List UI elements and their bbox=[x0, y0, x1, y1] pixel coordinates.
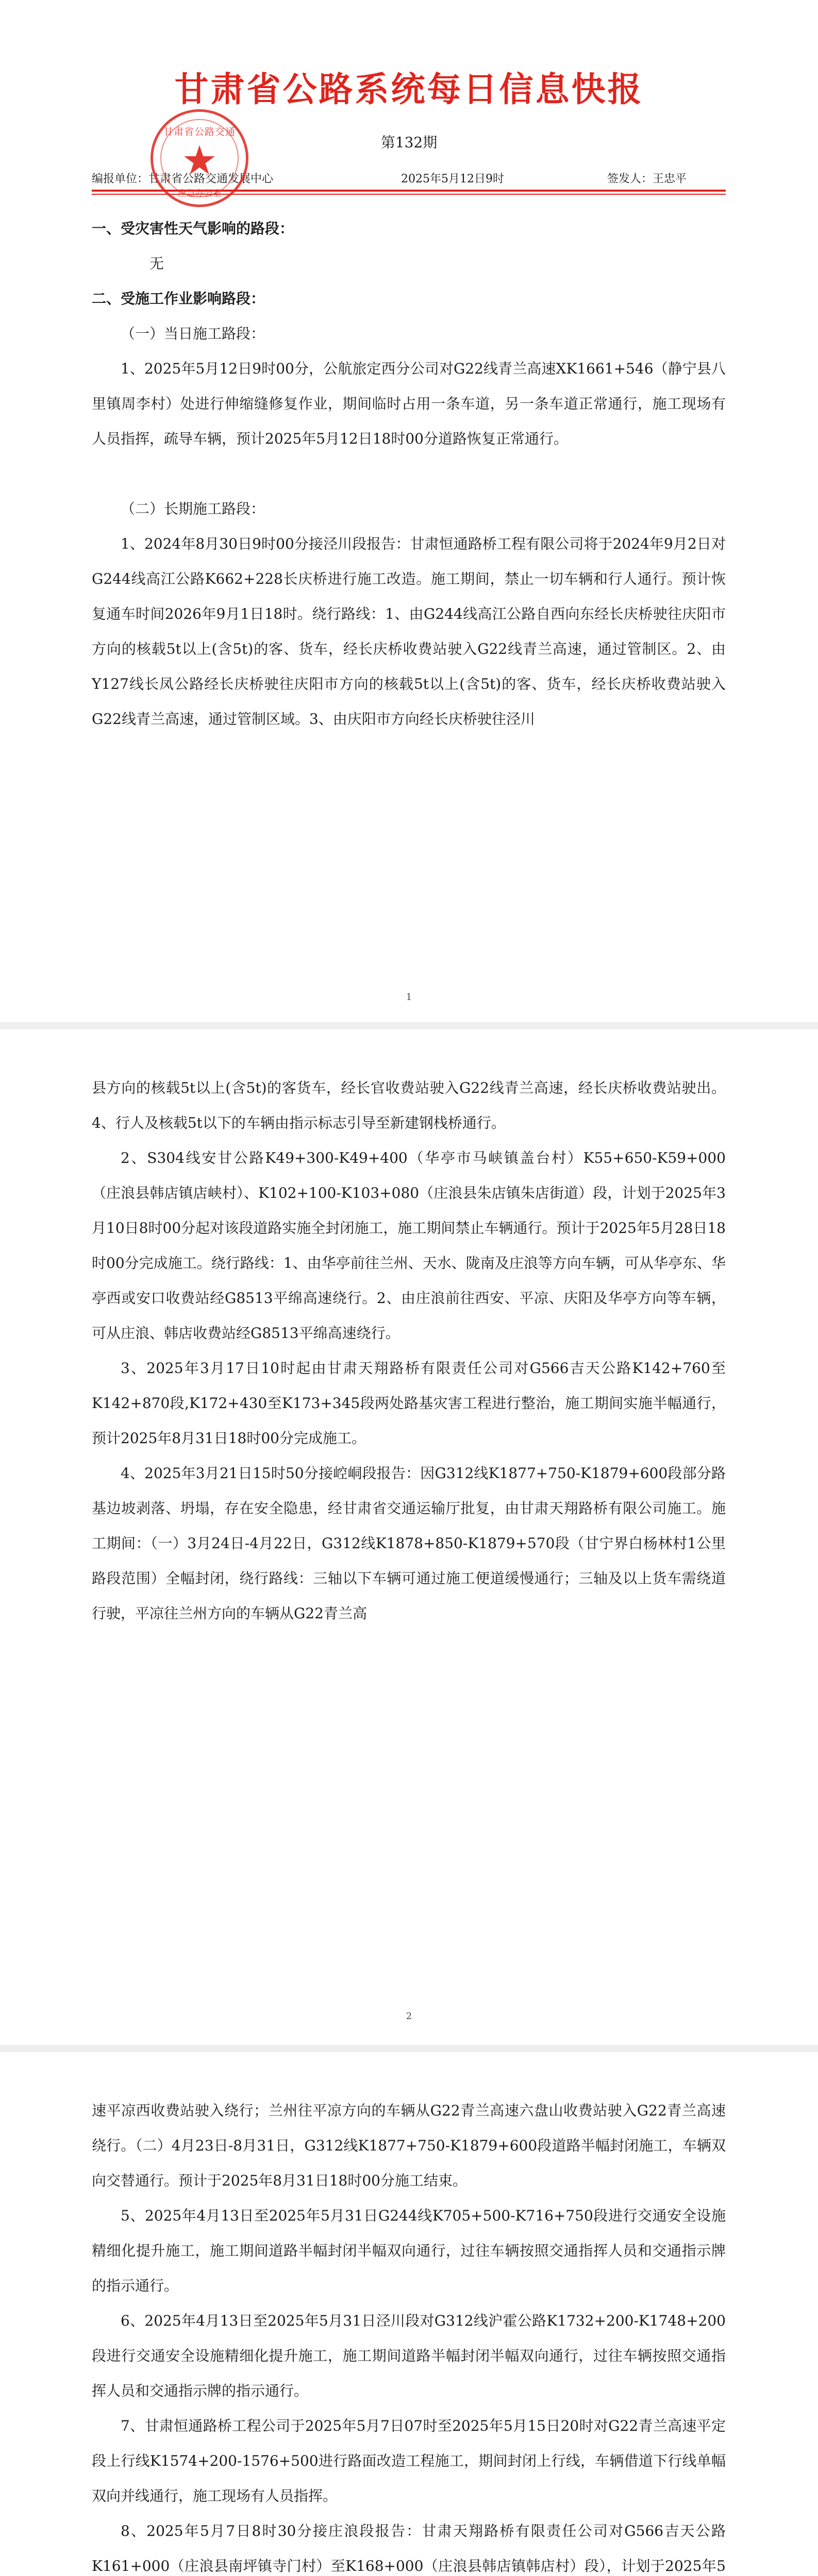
paragraph: （一）当日施工路段： bbox=[121, 325, 265, 342]
page-2-body bbox=[92, 1071, 726, 1631]
paragraph: 一、受灾害性天气影响的路段： bbox=[92, 220, 294, 237]
page-gap bbox=[0, 1022, 818, 1029]
issue-number: 第132期 bbox=[380, 134, 438, 151]
paragraph: 4、2025年3月21日15时50分接崆峒段报告：因G312线K1877+750-K1879+600段部分路基边坡剥落、坍塌，存在安全隐患，经甘肃省交通运输厅批复，由甘肃天翔路桥有限公司施工。施工期间：（一）3月24日-4月22日，G312线K1878+850-K1879+570段（甘宁界白杨林村1公里路段范围）全幅封闭，绕行路线：三轴以下车辆可通过施工便道缓慢通行；三轴及以上货车需绕道行驶，平凉往兰州方向的车辆从G22青兰高 bbox=[92, 1465, 726, 1622]
seal-top-text: 甘肃省公路交通 bbox=[163, 126, 236, 138]
page-3-body bbox=[92, 2093, 726, 2576]
report-title: 甘肃省公路系统每日信息快报 bbox=[174, 69, 644, 109]
page-number: 1 bbox=[406, 992, 412, 1003]
signer: 签发人：王忠平 bbox=[607, 173, 687, 185]
paragraph: 5、2025年4月13日至2025年5月31日G244线K705+500-K716+750段进行交通安全设施精细化提升施工，施工期间道路半幅封闭半幅双向通行，过往车辆按照交通指挥人员和交通指示牌的指示通行。 bbox=[92, 2207, 726, 2294]
paragraph: 3、2025年3月17日10时起由甘肃天翔路桥有限责任公司对G566吉天公路K142+760至K142+870段,K172+430至K173+345段两处路基灾害工程进行整治，施工期间实施半幅通行，预计2025年8月31日18时00分完成施工。 bbox=[92, 1360, 726, 1447]
paragraph: 速平凉西收费站驶入绕行；兰州往平凉方向的车辆从G22青兰高速六盘山收费站驶入G22青兰高速绕行。（二）4月23日-8月31日，G312线K1877+750-K1879+600段道路半幅封闭施工，车辆双向交替通行。预计于2025年8月31日18时00分施工结束。 bbox=[92, 2102, 726, 2189]
paragraph: 二、受施工作业影响路段： bbox=[92, 290, 265, 307]
paragraph: （二）长期施工路段： bbox=[121, 500, 265, 517]
paragraph: 8、2025年5月7日8时30分接庄浪段报告：甘肃天翔路桥有限责任公司对G566吉天公路K161+000（庄浪县南坪镇寺门村）至K168+000（庄浪县韩店镇韩店村）段），计划于2025年5 bbox=[92, 2522, 726, 2574]
paragraph: 无 bbox=[149, 255, 164, 272]
page-number: 2 bbox=[406, 2011, 412, 2022]
paragraph bbox=[92, 456, 726, 492]
issuer-unit: 编报单位：甘肃省公路交通发展中心 bbox=[92, 173, 274, 185]
page-gap bbox=[0, 2045, 818, 2052]
issue-date: 2025年5月12日9时 bbox=[401, 173, 504, 185]
paragraph: 1、2025年5月12日9时00分，公航旅定西分公司对G22线青兰高速XK1661+546（静宁县八里镇周李村）处进行伸缩缝修复作业，期间临时占用一条车道，另一条车道正常通行，施工现场有人员指挥，疏导车辆，预计2025年5月12日18时00分道路恢复正常通行。 bbox=[92, 360, 726, 447]
paragraph: 2、S304线安甘公路K49+300-K49+400（华亭市马峡镇盖台村）K55+650-K59+000（庄浪县韩店镇店峡村）、K102+100-K103+080（庄浪县朱店镇朱店街道）段，计划于2025年3月10日8时00分起对该段道路实施全封闭施工，施工期间禁止车辆通行。预计于2025年5月28日18时00分完成施工。绕行路线：1、由华亭前往兰州、天水、陇南及庄浪等方向车辆，可从华亭东、华亭西或安口收费站经G8513平绵高速绕行。2、由庄浪前往西安、平凉、庆阳及华亭方向等车辆，可从庄浪、韩店收费站经G8513平绵高速绕行。 bbox=[92, 1149, 726, 1342]
paragraph: 6、2025年4月13日至2025年5月31日泾川段对G312线沪霍公路K1732+200-K1748+200段进行交通安全设施精细化提升施工，施工期间道路半幅封闭半幅双向通行，过往车辆按照交通指挥人员和交通指示牌的指示通行。 bbox=[92, 2312, 726, 2399]
page-2 bbox=[0, 1029, 818, 2045]
paragraph: 7、甘肃恒通路桥工程公司于2025年5月7日07时至2025年5月15日20时对G22青兰高速平定段上行线K1574+200-1576+500进行路面改造工程施工，期间封闭上行线，车辆借道下行线单幅双向并线通行，施工现场有人员指挥。 bbox=[92, 2417, 726, 2504]
paragraph: 县方向的核载5t以上(含5t)的客货车，经长官收费站驶入G22线青兰高速，经长庆桥收费站驶出。4、行人及核载5t以下的车辆由指示标志引导至新建钢栈桥通行。 bbox=[92, 1079, 726, 1131]
page-3 bbox=[0, 2052, 818, 2576]
paragraph: 1、2024年8月30日9时00分接泾川段报告：甘肃恒通路桥工程有限公司将于2024年9月2日对G244线高江公路K662+228长庆桥进行施工改造。施工期间，禁止一切车辆和行人通行。预计恢复通车时间2026年9月1日18时。绕行路线：1、由G244线高江公路自西向东经长庆桥驶往庆阳市方向的核载5t以上(含5t)的客、货车，经长庆桥收费站驶入G22线青兰高速，通过管制区。2、由Y127线长凤公路经长庆桥驶往庆阳市方向的核载5t以上(含5t)的客、货车，经长庆桥收费站驶入G22线青兰高速，通过管制区域。3、由庆阳市方向经长庆桥驶往泾川 bbox=[92, 535, 726, 727]
page-1 bbox=[0, 0, 818, 1022]
page-1-body bbox=[92, 211, 726, 737]
star-icon: ★ bbox=[181, 138, 218, 184]
official-seal bbox=[151, 109, 248, 207]
seal-bottom-text: 应急办公室 bbox=[177, 189, 222, 199]
